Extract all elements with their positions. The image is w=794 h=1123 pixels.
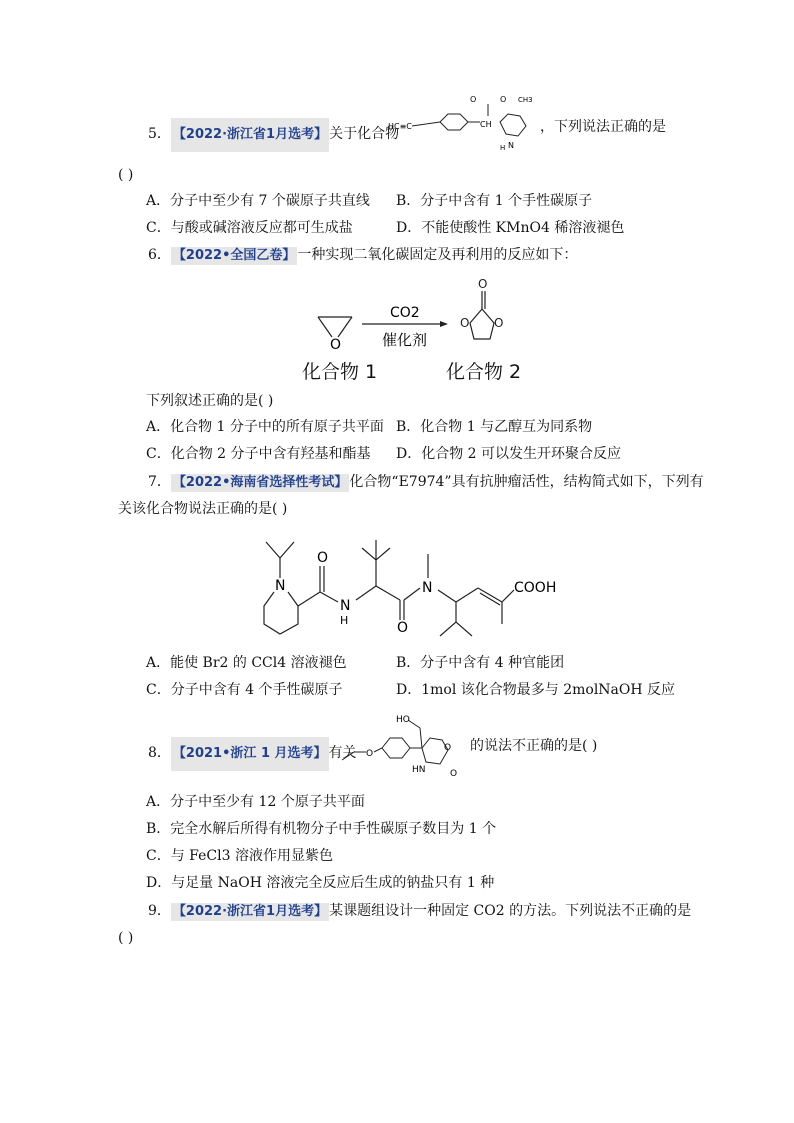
q7-n2: N bbox=[340, 598, 351, 614]
q6-ring-o2: O bbox=[494, 316, 504, 330]
q5-option-a: A．分子中至少有 7 个碳原子共直线 bbox=[146, 193, 370, 209]
q8-methoxy-o: O bbox=[366, 749, 374, 759]
q8-ho: HO bbox=[396, 715, 410, 725]
q5-ch3-label: CH3 bbox=[518, 96, 533, 104]
q8-option-d: D．与足量 NaOH 溶液完全反应后生成的钠盐只有 1 种 bbox=[146, 875, 495, 891]
q5-n-label: N bbox=[508, 141, 514, 150]
q6-label-compound2: 化合物 2 bbox=[446, 361, 522, 383]
q8-option-b: B．完全水解后所得有机物分子中手性碳原子数目为 1 个 bbox=[146, 821, 497, 837]
q5-paren: ( ) bbox=[118, 167, 134, 183]
q5-stem bbox=[148, 118, 399, 152]
q6-reaction-scheme bbox=[310, 275, 530, 355]
q6-prompt: 下列叙述正确的是( ) bbox=[146, 393, 274, 409]
q9-stem bbox=[148, 902, 691, 921]
q8-hn: HN bbox=[412, 765, 426, 775]
q5-option-d: D．不能使酸性 KMnO4 稀溶液褪色 bbox=[396, 220, 625, 236]
q7-stem-text: 化合物“E7974”具有抗肿瘤活性，结构简式如下，下列有 bbox=[349, 474, 704, 490]
q5-h-label: H bbox=[500, 144, 506, 152]
q7-stem bbox=[148, 473, 704, 492]
q6-stem bbox=[148, 246, 577, 265]
q5-o2-label: O bbox=[500, 95, 507, 104]
q5-stem-after: ，下列说法正确的是 bbox=[540, 119, 666, 135]
q6-option-c: C．化合物 2 分子中含有羟基和酯基 bbox=[146, 446, 371, 462]
q8-stem bbox=[148, 737, 357, 771]
q6-epoxide-o: O bbox=[330, 337, 342, 353]
q6-source-tag: 【2022•全国乙卷】 bbox=[172, 248, 296, 263]
q9-paren: ( ) bbox=[118, 930, 134, 946]
q8-stem-text: 有关 bbox=[328, 745, 357, 761]
q8-option-a: A．分子中至少有 12 个原子共平面 bbox=[146, 794, 365, 810]
q5-o1-label: O bbox=[470, 95, 477, 104]
q7-option-d: D．1mol 该化合物最多与 2molNaOH 反应 bbox=[396, 682, 676, 698]
q6-reagent: CO2 bbox=[390, 305, 420, 321]
q8-number: 8． bbox=[148, 745, 171, 761]
q6-option-b: B．化合物 1 与乙醇互为同系物 bbox=[396, 419, 593, 435]
q7-n3: N bbox=[422, 580, 433, 596]
q8-stem-after: 的说法不正确的是( ) bbox=[470, 738, 598, 754]
q9-source-tag: 【2022·浙江省1月选考】 bbox=[172, 904, 328, 919]
q5-alkyne-label: HC≡C bbox=[388, 122, 412, 131]
q7-n1: N bbox=[275, 578, 286, 594]
q7-cooh: COOH bbox=[514, 580, 557, 596]
q7-o2: O bbox=[397, 620, 409, 636]
q5-option-c: C．与酸或碱溶液反应都可生成盐 bbox=[146, 220, 353, 236]
q9-number: 9． bbox=[148, 903, 171, 919]
q6-label-compound1: 化合物 1 bbox=[302, 361, 378, 383]
q7-o1: O bbox=[317, 550, 329, 566]
q6-stem-text: 一种实现二氧化碳固定及再利用的反应如下： bbox=[297, 247, 578, 263]
q7-nh-h: H bbox=[340, 614, 349, 627]
q5-number: 5． bbox=[148, 126, 171, 142]
q5-ch-label: CH bbox=[480, 120, 492, 129]
q7-source-tag: 【2022•海南省选择性考试】 bbox=[172, 475, 348, 490]
q5-source-tag: 【2022·浙江省1月选考】 bbox=[171, 118, 329, 152]
q5-stem-text: 关于化合物 bbox=[329, 126, 400, 142]
q7-structure bbox=[258, 530, 568, 650]
q6-carbonyl-o: O bbox=[478, 277, 488, 291]
q7-stem-line2: 关该化合物说法正确的是( ) bbox=[118, 501, 288, 517]
q5-option-b: B．分子中含有 1 个手性碳原子 bbox=[396, 193, 593, 209]
q9-stem-text: 某课题组设计一种固定 CO2 的方法。下列说法不正确的是 bbox=[329, 903, 692, 919]
q8-option-c: C．与 FeCl3 溶液作用显紫色 bbox=[146, 848, 333, 864]
q7-option-a: A．能使 Br2 的 CCl4 溶液褪色 bbox=[146, 655, 347, 671]
q8-source-tag: 【2021•浙江 1 月选考】 bbox=[171, 737, 329, 771]
q7-option-b: B．分子中含有 4 种官能团 bbox=[396, 655, 565, 671]
q6-ring-o1: O bbox=[460, 316, 470, 330]
q7-number: 7． bbox=[148, 474, 171, 490]
q8-ring-o: O bbox=[444, 743, 452, 753]
q6-catalyst: 催化剂 bbox=[382, 331, 428, 349]
q8-structure bbox=[340, 708, 470, 778]
q6-option-a: A．化合物 1 分子中的所有原子共平面 bbox=[146, 419, 384, 435]
q5-structure bbox=[388, 92, 548, 154]
q7-option-c: C．分子中含有 4 个手性碳原子 bbox=[146, 682, 343, 698]
q6-option-d: D．化合物 2 可以发生开环聚合反应 bbox=[396, 446, 622, 462]
q8-carbonyl-o: O bbox=[450, 769, 458, 778]
q6-number: 6． bbox=[148, 247, 171, 263]
